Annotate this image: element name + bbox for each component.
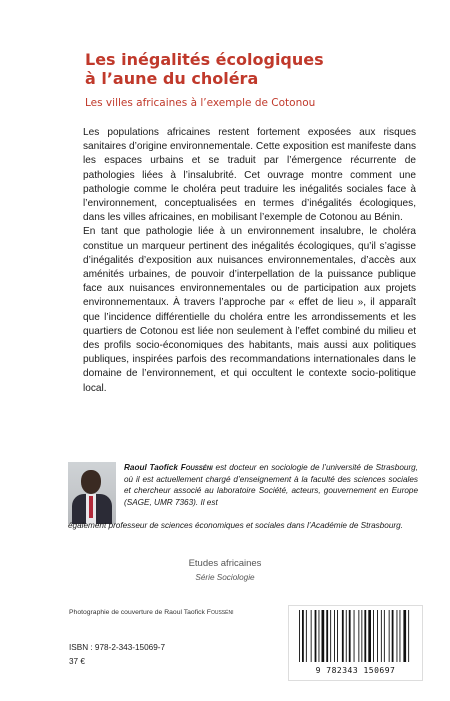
summary-text xyxy=(83,126,416,396)
series-name: Série Sociologie xyxy=(195,573,255,582)
barcode-number: 9 782343 150697 xyxy=(315,666,396,675)
author-bio xyxy=(124,462,418,509)
title-line-1: Les inégalités écologiques xyxy=(85,50,324,69)
summary-paragraph-2: En tant que pathologie liée à un environnement insalubre, le choléra constitue un marqueur pertinent des inégalités écologiques, qu’il s’agisse d’inégalités d’exposition aux nuisances environnementales, d’accès aux aménités urbaines, de pouvoir d’interpellation de la puissance publique face aux nuisances environnementales ou de participation aux projets environnementaux. À travers l’approche par « effet de lieu », il apparaît que l’incidence différentielle du choléra entre les arrondissements et les quartiers de Cotonou est liée non seulement à l’effet combiné du milieu et des profils socio-économiques des habitants, mais aussi aux politiques publiques, inspirées parfois des recommandations internationales dans le domaine de l’environnement, et qui occultent le contexte socio-politique local. xyxy=(83,226,416,394)
photo-credit xyxy=(69,609,233,616)
photo-credit-prefix: Photographie de couverture de Raoul Taofick xyxy=(69,609,205,616)
isbn: ISBN : 978-2-343-15069-7 xyxy=(69,643,166,652)
price: 37 € xyxy=(69,657,85,666)
author-surname: Fousséni xyxy=(180,463,213,472)
photo-credit-name: Fousséni xyxy=(206,609,234,616)
book-subtitle: Les villes africaines à l’exemple de Cotonou xyxy=(85,97,316,109)
collection-name: Etudes africaines xyxy=(188,558,262,569)
summary-paragraph-1: Les populations africaines restent fortement exposées aux risques sanitaires d’origine environnementale. Cette exposition est manifeste dans les espaces urbains et se traduit par l’émergence récurrente de pathologies liées à l’insalubrité. Cet ouvrage montre comment une pathologie comme le choléra peut traduire les inégalités sociales face à l’environnement, conceptualisées en termes d’inégalités écologiques, dans les villes africaines, en mobilisant l’exemple de Cotonou au Bénin. xyxy=(83,127,416,224)
author-photo xyxy=(68,462,116,524)
author-bio-continued: également professeur de sciences économiques et sociales dans l’Académie de Strasbourg. xyxy=(68,521,403,530)
title-line-2: à l’aune du choléra xyxy=(85,69,259,88)
book-title xyxy=(85,50,425,88)
barcode-bars xyxy=(289,606,422,666)
barcode xyxy=(288,605,423,681)
author-first-names: Raoul Taofick xyxy=(124,463,178,472)
author-bio-first: est docteur en sociologie de l’université de Strasbourg, où il est actuellement chargé d’enseignement à la faculté des sciences sociales et chercheur associé au laboratoire Société, acteurs, gouvernement en Europe (SAGE, UMR 7363). Il est xyxy=(124,463,418,508)
